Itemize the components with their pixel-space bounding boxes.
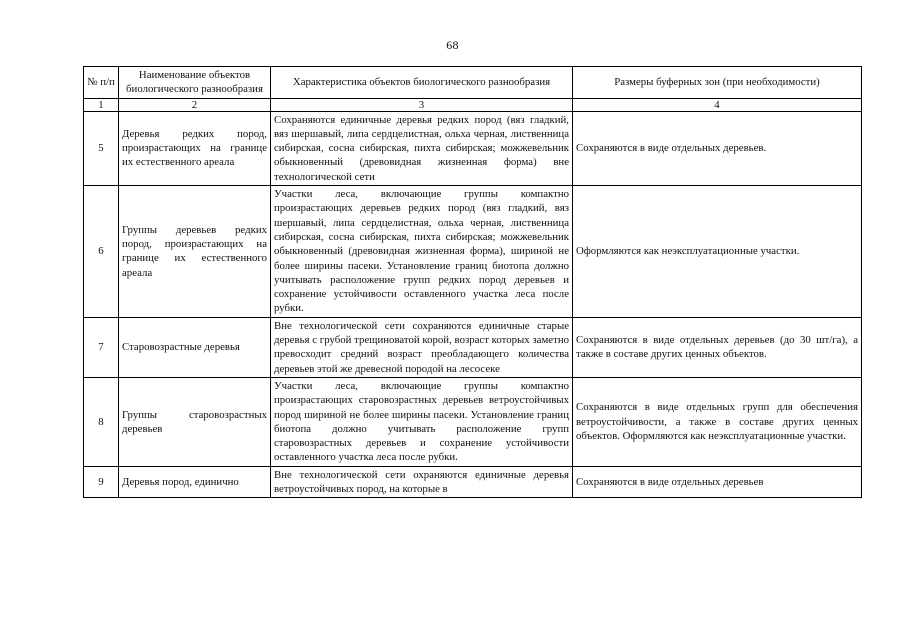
row-number: 5: [84, 111, 119, 185]
object-name: Деревья пород, единично: [119, 466, 271, 498]
table-row: [84, 186, 862, 318]
object-name: Деревья редких пород, произрастающих на границе их естественного ареала: [119, 111, 271, 185]
header-buffer-zones: Размеры буферных зон (при необходимости): [573, 67, 862, 99]
object-characteristics: Участки леса, включающие группы компактно произрастающих старовозрастных деревьев ветроустойчивых пород шириной не более ширины пасеки. Установление границ биотопа должно учитывать расположение групп старовозрастных деревьев и сохранение устойчивости оставленного участка леса после рубки.: [271, 377, 573, 466]
column-index-row: [84, 98, 862, 111]
object-characteristics: Вне технологической сети охраняются единичные деревья ветроустойчивых пород, на которые в: [271, 466, 573, 498]
object-name: Группы деревьев редких пород, произрастающих на границе их естественного ареала: [119, 186, 271, 318]
table-row: [84, 111, 862, 185]
column-index: 2: [119, 98, 271, 111]
row-number: 8: [84, 377, 119, 466]
buffer-zone: Сохраняются в виде отдельных деревьев (до 30 шт/га), а также в составе других ценных объектов.: [573, 317, 862, 377]
biodiversity-objects-table: [83, 66, 862, 498]
row-number: 9: [84, 466, 119, 498]
object-characteristics: Участки леса, включающие группы компактно произрастающих деревьев редких пород (вяз гладкий, вяз шершавый, липа сердцелистная, ольха черная, лиственница сибирская, сосна сибирская, пихта сибирская; можжевельник обыкновенный (древовидная жизненная форма), шириной не более ширины пасеки. Установление границ биотопа должно учитывать расположение групп редких пород деревьев и сохранение устойчивости оставленного участка леса после рубки.: [271, 186, 573, 318]
row-number: 7: [84, 317, 119, 377]
table-row: [84, 317, 862, 377]
column-index: 1: [84, 98, 119, 111]
buffer-zone: Сохраняются в виде отдельных деревьев.: [573, 111, 862, 185]
buffer-zone: Сохраняются в виде отдельных групп для обеспечения ветроустойчивости, а также в составе других ценных объектов. Оформляются как неэксплуатационные участки.: [573, 377, 862, 466]
table-row: [84, 377, 862, 466]
object-name: Группы старовозрастных деревьев: [119, 377, 271, 466]
buffer-zone: Оформляются как неэксплуатационные участки.: [573, 186, 862, 318]
header-characteristics: Характеристика объектов биологического разнообразия: [271, 67, 573, 99]
header-object-name: Наименование объектов биологического разнообразия: [119, 67, 271, 99]
column-index: 4: [573, 98, 862, 111]
column-index: 3: [271, 98, 573, 111]
object-characteristics: Сохраняются единичные деревья редких пород (вяз гладкий, вяз шершавый, липа сердцелистная, ольха черная, лиственница сибирская, сосна сибирская, пихта сибирская; можжевельник обыкновенный (древовидная жизненная форма) вне технологической сети: [271, 111, 573, 185]
object-characteristics: Вне технологической сети сохраняются единичные старые деревья с грубой трещиноватой корой, возраст которых заметно превосходит средний возраст преобладающего количества деревьев этой же древесной породой на лесосеке: [271, 317, 573, 377]
table-row: [84, 466, 862, 498]
header-number: № п/п: [84, 67, 119, 99]
row-number: 6: [84, 186, 119, 318]
buffer-zone: Сохраняются в виде отдельных деревьев: [573, 466, 862, 498]
header-row: [84, 67, 862, 99]
object-name: Старовозрастные деревья: [119, 317, 271, 377]
page-number: 68: [446, 38, 459, 52]
